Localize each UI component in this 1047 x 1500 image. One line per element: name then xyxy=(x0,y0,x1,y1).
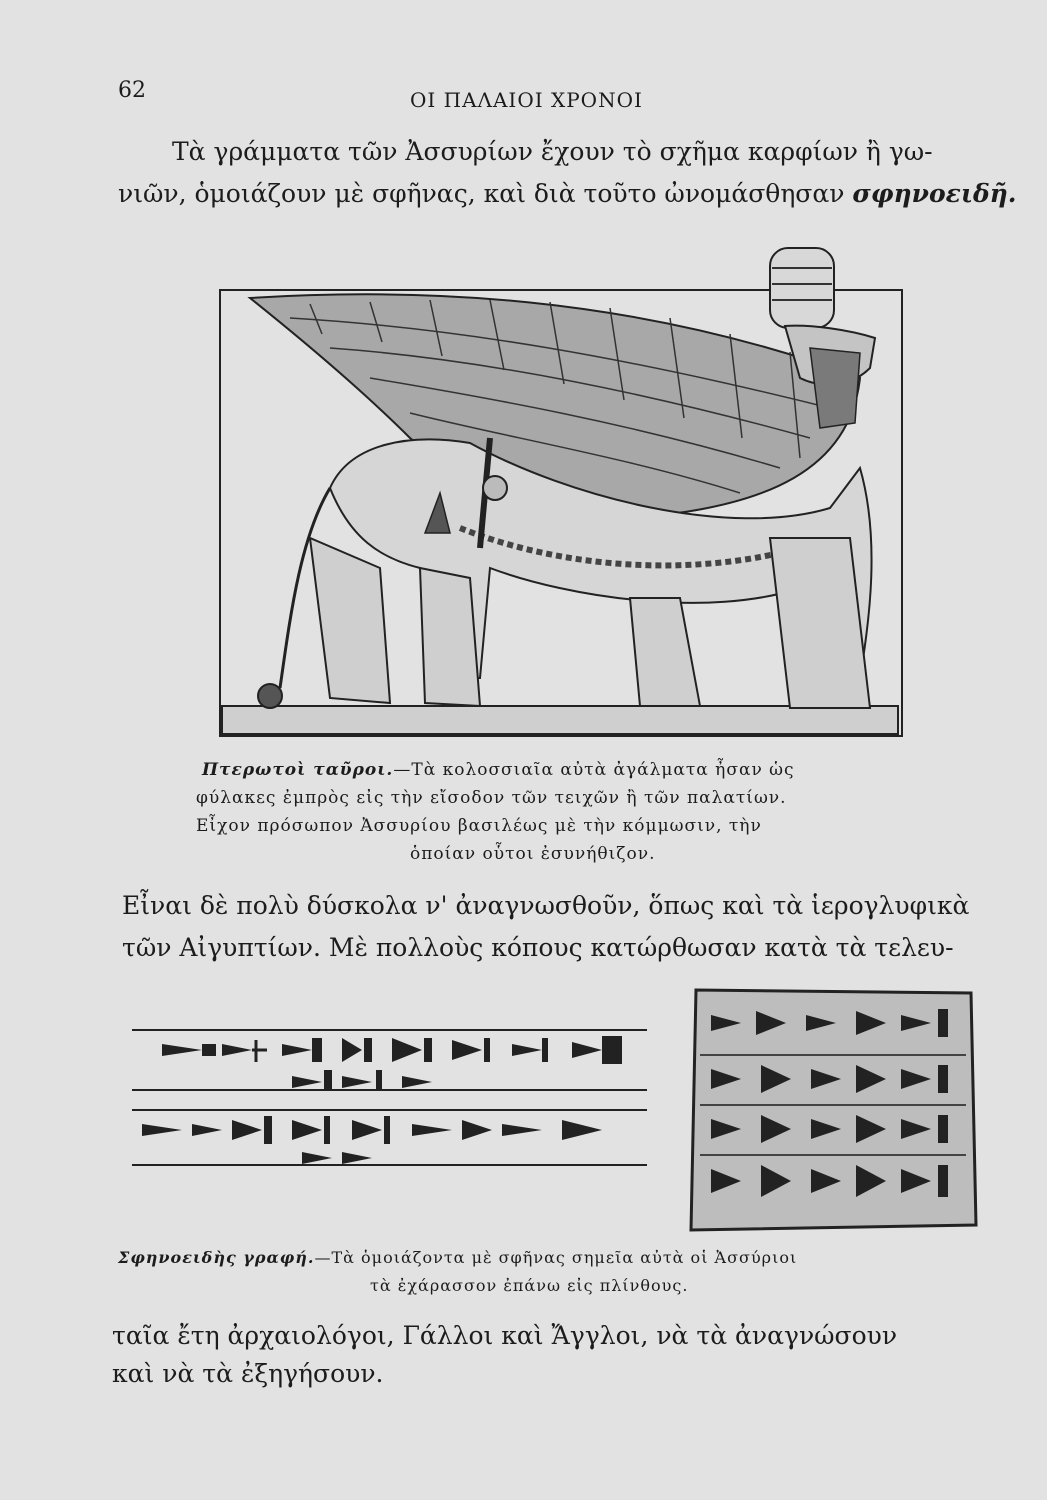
figure2-caption-line-2: τὰ ἐχάρασσον ἐπάνω εἰς πλίνθους. xyxy=(370,1276,689,1295)
body-line-1: Εἶναι δὲ πολὺ δύσκολα ν' ἀναγνωσθοῦν, ὅπως καὶ τὰ ἱερογλυφικὰ xyxy=(122,891,970,920)
figure1-caption-line-1 xyxy=(202,758,795,782)
figure1-caption-line-3: Εἶχον πρόσωπον Ἀσσυρίου βασιλέως μὲ τὴν κόμμωσιν, τὴν xyxy=(196,816,762,836)
figure1-caption-line-2: φύλακες ἐμπρὸς εἰς τὴν εἴσοδον τῶν τειχῶν ἢ τῶν παλατίων. xyxy=(196,788,787,808)
intro-line-2-text: νιῶν, ὁμοιάζουν μὲ σφῆνας, καὶ διὰ τοῦτο ὠνομάσθησαν xyxy=(118,179,845,208)
figure2-caption-line-1 xyxy=(118,1246,797,1270)
closing-line-1: ταῖα ἔτη ἀρχαιολόγοι, Γάλλοι καὶ Ἄγγλοι, νὰ τὰ ἀναγνώσουν xyxy=(112,1321,898,1350)
intro-line-1: Τὰ γράμματα τῶν Ἀσσυρίων ἔχουν τὸ σχῆμα καρφίων ἢ γω- xyxy=(172,137,933,166)
page-number: 62 xyxy=(118,78,146,103)
figure2-caption-text-1: —Τὰ ὁμοιάζοντα μὲ σφῆνας σημεῖα αὐτὰ οἱ Ἀσσύριοι xyxy=(314,1248,798,1267)
body-line-2: τῶν Αἰγυπτίων. Μὲ πολλοὺς κόπους κατώρθωσαν κατὰ τὰ τελευ- xyxy=(122,933,954,962)
winged-bull-illustration xyxy=(210,238,910,748)
figure1-caption-text-1: —Τὰ κολοσσιαῖα αὐτὰ ἀγάλματα ἦσαν ὡς xyxy=(393,760,795,780)
figure1-caption-title: Πτερωτοὶ ταῦροι. xyxy=(202,760,394,780)
intro-line-2 xyxy=(118,176,1017,212)
figure1-caption-line-4: ὁποίαν οὗτοι ἐσυνήθιζον. xyxy=(410,844,656,864)
intro-term: σφηνοειδῆ. xyxy=(852,179,1017,208)
running-head: ΟΙ ΠΑΛΑΙΟΙ ΧΡΟΝΟΙ xyxy=(410,88,643,112)
cuneiform-tablet xyxy=(686,985,981,1235)
figure2-caption-title: Σφηνοειδὴς γραφή. xyxy=(118,1248,315,1267)
cuneiform-script-lines xyxy=(132,1020,652,1190)
closing-line-2: καὶ νὰ τὰ ἐξηγήσουν. xyxy=(112,1359,384,1388)
